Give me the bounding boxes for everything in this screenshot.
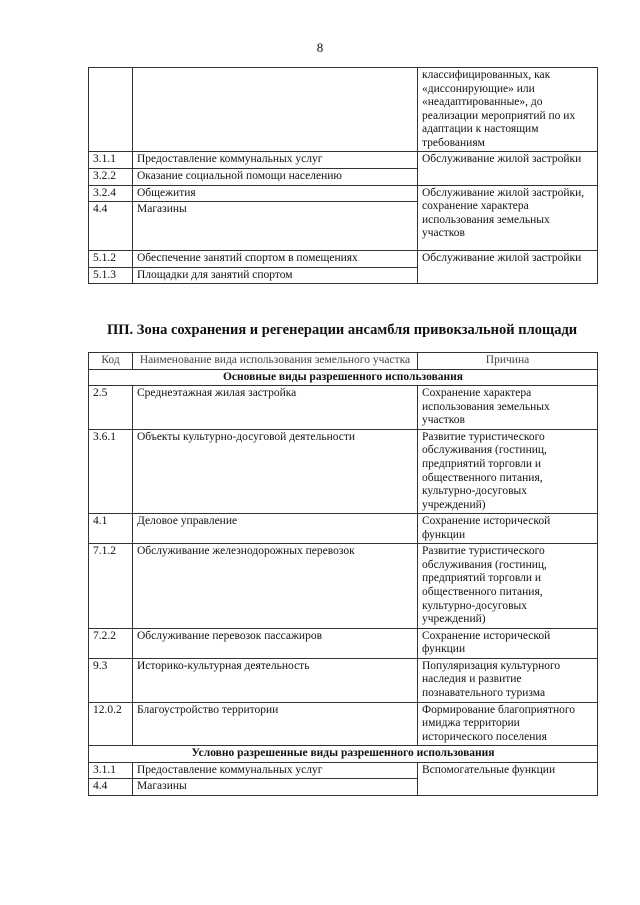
header-code: Код (89, 353, 133, 370)
cell-name: Предоставление коммунальных услуг (133, 152, 418, 169)
cell-code: 3.1.1 (89, 152, 133, 169)
cell-name: Деловое управление (133, 514, 418, 544)
cell-reason: классифицированных, как «диссонирующие» или «неадаптированные», до реализации мероприятий по их адаптации к настоящим требованиям (418, 68, 598, 152)
page-number: 8 (316, 40, 324, 55)
cell-name: Историко-культурная деятельность (133, 658, 418, 702)
cell-reason: Обслуживание жилой застройки (418, 251, 598, 284)
table-row (89, 185, 598, 202)
cell-code: 5.1.3 (89, 267, 133, 284)
cell-reason: Сохранение характера использования земельных участков (418, 386, 598, 430)
header-name: Наименование вида использования земельного участка (133, 353, 418, 370)
table-row (89, 386, 598, 430)
cell-code: 9.3 (89, 658, 133, 702)
table-row (89, 429, 598, 513)
cell-reason: Вспомогательные функции (418, 762, 598, 796)
cell-code: 4.1 (89, 514, 133, 544)
cell-code: 2.5 (89, 386, 133, 430)
cell-reason: Сохранение исторической функции (418, 628, 598, 658)
section-row-main (89, 369, 598, 386)
cell-reason: Обслуживание жилой застройки (418, 152, 598, 185)
section-title: Основные виды разрешенного использования (89, 369, 598, 386)
cell-code (89, 68, 133, 152)
cell-code: 3.6.1 (89, 429, 133, 513)
cell-code: 5.1.2 (89, 251, 133, 268)
cell-code: 7.2.2 (89, 628, 133, 658)
cell-code: 7.1.2 (89, 544, 133, 628)
cell-code: 3.2.2 (89, 168, 133, 185)
cell-name: Обслуживание перевозок пассажиров (133, 628, 418, 658)
table-row (89, 514, 598, 544)
cell-name: Площадки для занятий спортом (133, 267, 418, 284)
cell-code: 12.0.2 (89, 702, 133, 746)
table-row (89, 628, 598, 658)
table-row (89, 702, 598, 746)
cell-reason: Формирование благоприятного имиджа территории исторического поселения (418, 702, 598, 746)
cell-name: Обеспечение занятий спортом в помещениях (133, 251, 418, 268)
cell-code: 3.2.4 (89, 185, 133, 202)
table-row (89, 251, 598, 268)
cell-name: Благоустройство территории (133, 702, 418, 746)
table-row (89, 544, 598, 628)
cell-name: Магазины (133, 779, 418, 796)
cell-reason: Сохранение исторической функции (418, 514, 598, 544)
section-row-conditional (89, 746, 598, 763)
cell-reason: Обслуживание жилой застройки, сохранение характера использования земельных участков (418, 185, 598, 251)
cell-name (133, 68, 418, 152)
cell-code: 3.1.1 (89, 762, 133, 779)
cell-name: Оказание социальной помощи населению (133, 168, 418, 185)
section-heading: ПП. Зона сохранения и регенерации ансамбля привокзальной площади (107, 322, 578, 338)
cell-name: Обслуживание железнодорожных перевозок (133, 544, 418, 628)
zone-table (88, 352, 598, 796)
table-header (89, 353, 598, 370)
table-row (89, 68, 598, 152)
cell-name: Общежития (133, 185, 418, 202)
cell-code: 4.4 (89, 202, 133, 251)
table-row (89, 762, 598, 779)
table-row (89, 658, 598, 702)
header-reason: Причина (418, 353, 598, 370)
cell-name: Предоставление коммунальных услуг (133, 762, 418, 779)
section-title: Условно разрешенные виды разрешенного использования (89, 746, 598, 763)
cell-reason: Популяризация культурного наследия и развитие познавательного туризма (418, 658, 598, 702)
cell-name: Объекты культурно-досуговой деятельности (133, 429, 418, 513)
cell-reason: Развитие туристического обслуживания (гостиниц, предприятий торговли и общественного питания, культурно-досуговых учреждений) (418, 429, 598, 513)
cell-name: Магазины (133, 202, 418, 251)
table-row (89, 152, 598, 169)
table-continued (88, 67, 598, 284)
cell-reason: Развитие туристического обслуживания (гостиниц, предприятий торговли и общественного питания, культурно-досуговых учреждений) (418, 544, 598, 628)
cell-code: 4.4 (89, 779, 133, 796)
cell-name: Среднеэтажная жилая застройка (133, 386, 418, 430)
